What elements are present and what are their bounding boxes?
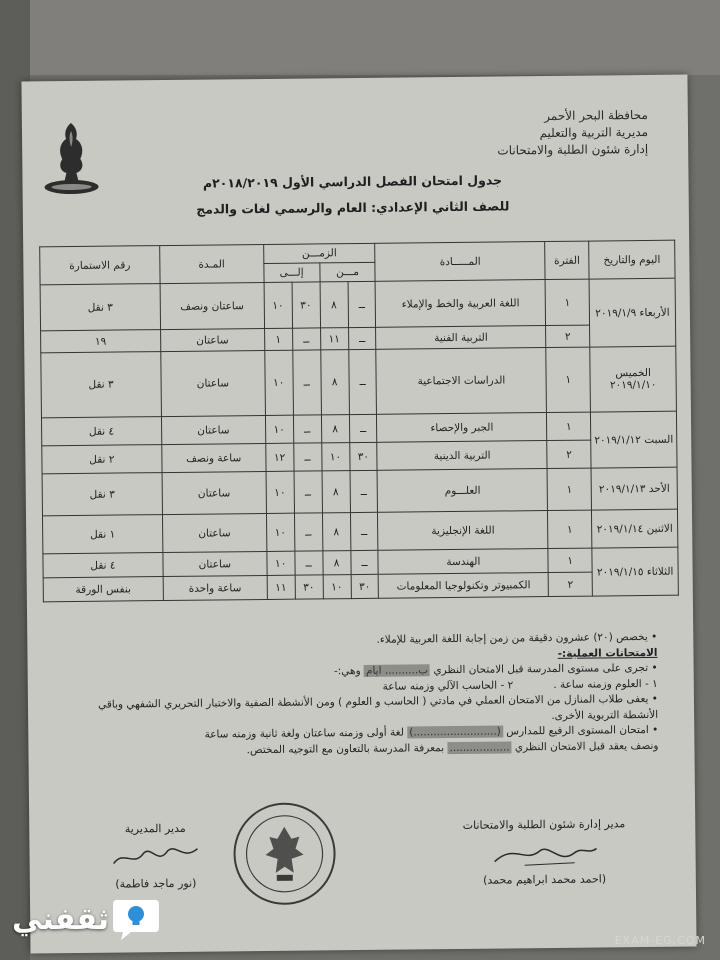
cell-to-hour: ١ xyxy=(264,328,292,350)
cell-to-minutes: ــ xyxy=(293,415,321,443)
notes-section xyxy=(67,630,658,760)
schedule-subtitle: للصف الثاني الإعدادي: العام والرسمي لغات والدمج xyxy=(196,198,510,217)
cell-subject: الدراسات الاجتماعية xyxy=(376,348,546,415)
note-practical-timing: • تجرى على مستوى المدرسة قبل الامتحان النظري ب.......... ايام وهي:- xyxy=(333,661,658,678)
cell-from-hour: ١١ xyxy=(320,328,348,350)
note-home-students: • يعفى طلاب المنازل من الامتحان العملي في مادتي ( الحاسب و العلوم ) ومن الأنشطة الصفية والاختبار التحريري الشفهي وباقي الأنشطة التربوية الأخرى. xyxy=(98,692,659,722)
cell-subject: العلـــوم xyxy=(378,469,548,513)
director-title: مدير المديرية xyxy=(124,821,186,836)
cell-to-hour: ١٠ xyxy=(266,471,294,513)
cell-form-number: ١ نقل xyxy=(43,515,163,554)
cell-period: ٢ xyxy=(548,572,592,596)
handwritten-signature xyxy=(105,837,205,878)
official-seal xyxy=(229,798,340,909)
header-from: مـــن xyxy=(319,262,375,282)
cell-from-hour: ١٠ xyxy=(321,443,349,471)
table-row xyxy=(43,509,678,554)
cell-duration: ساعتان xyxy=(161,415,265,444)
cell-duration: ساعتان ونصف xyxy=(160,282,264,329)
cell-from-minutes: ــ xyxy=(348,349,377,414)
cell-day: الخميس ٢٠١٩/١/١٠ xyxy=(590,346,677,412)
cell-day: السبت ٢٠١٩/١/١٢ xyxy=(591,411,677,468)
header-governorate: محافظة البحر الأحمر xyxy=(544,107,648,124)
cell-to-hour: ١٠ xyxy=(264,282,292,328)
cell-from-minutes: ٣٠ xyxy=(349,442,377,470)
cell-duration: ساعتان xyxy=(160,328,264,351)
header-directorate: مديرية التربية والتعليم xyxy=(539,124,649,141)
cell-from-hour: ٨ xyxy=(322,513,350,551)
cell-period: ١ xyxy=(547,412,591,440)
cell-period: ١ xyxy=(547,468,591,510)
cell-subject: التربية الفنية xyxy=(376,326,546,350)
cell-to-minutes: ــ xyxy=(294,471,322,513)
table-row xyxy=(42,467,677,516)
cell-form-number: ٣ نقل xyxy=(40,284,160,331)
cell-to-minutes: ٣٠ xyxy=(292,282,320,328)
cell-to-hour: ١٠ xyxy=(265,415,293,443)
cell-form-number: ٢ نقل xyxy=(42,445,162,474)
header-time: الزمـــن xyxy=(263,243,375,263)
highlighted-blank: (.........................) xyxy=(409,725,501,739)
header-department: إدارة شئون الطلبة والامتحانات xyxy=(497,141,649,158)
cell-period: ١ xyxy=(545,279,589,325)
note-advanced-text: امتحان المستوى الرفيع للمدارس xyxy=(506,723,649,738)
cell-from-hour: ١٠ xyxy=(323,575,351,599)
header-form-number: رقم الاستمارة xyxy=(40,246,160,285)
cell-from-hour: ٨ xyxy=(322,551,350,575)
note-practical-text: تجرى على مستوى المدرسة قبل الامتحان النظري xyxy=(433,661,649,677)
note-science: ١ - العلوم وزمنه ساعة . xyxy=(553,677,658,691)
note-dictation: • يخصص (٢٠) عشرون دقيقة من زمن إجابة اللغة العربية للإملاء. xyxy=(376,630,658,646)
cell-to-hour: ١٢ xyxy=(265,443,293,471)
signature-block-left xyxy=(105,822,206,891)
cell-day: الأربعاء ٢٠١٩/١/٩ xyxy=(589,278,676,347)
cell-duration: ساعتان xyxy=(163,551,267,576)
cell-day: الأحد ٢٠١٩/١/١٣ xyxy=(591,467,677,510)
header-duration: المـدة xyxy=(160,244,264,283)
director-name: (نور ماجد فاطمة) xyxy=(115,876,197,891)
highlighted-blank: .................. xyxy=(449,740,510,754)
cell-form-number: ٤ نقل xyxy=(43,553,163,578)
cell-from-hour: ٨ xyxy=(321,415,349,443)
lightbulb-chat-icon xyxy=(109,892,163,946)
cell-form-number: بنفس الورقة xyxy=(43,577,163,602)
cell-to-minutes: ــ xyxy=(292,350,321,415)
cell-subject: الكمبيوتر وتكنولوجيا المعلومات xyxy=(379,573,549,599)
table-row xyxy=(41,346,677,418)
cell-subject: الهندسة xyxy=(378,549,548,575)
note-advanced-text-3: ونصف يعقد قبل الامتحان النظري xyxy=(514,739,659,753)
header-day-date: اليوم والتاريخ xyxy=(589,240,675,279)
exam-schedule-table xyxy=(39,240,679,603)
brand-watermark xyxy=(6,892,163,946)
issuer-header xyxy=(497,107,648,160)
cell-period: ٢ xyxy=(547,440,591,468)
cell-form-number: ٣ نقل xyxy=(41,352,162,418)
cell-period: ١ xyxy=(548,510,592,548)
cell-subject: التربية الدينية xyxy=(377,441,547,471)
cell-to-minutes: ــ xyxy=(295,551,323,575)
signatory-name: (احمد محمد ابراهيم محمد) xyxy=(483,872,607,887)
note-home-students-text: يعفى طلاب المنازل من الامتحان العملي في مادتي ( الحاسب و العلوم ) ومن الأنشطة الصفية والاختبار التحريري الشفهي وباقي الأنشطة التربوية الأخرى. xyxy=(98,692,659,722)
brand-name: ثقفني xyxy=(12,901,110,937)
cell-to-minutes: ٣٠ xyxy=(295,575,323,599)
cell-to-hour: ١١ xyxy=(267,575,295,599)
header-to: إلـــى xyxy=(264,263,320,283)
cell-day: الثلاثاء ٢٠١٩/١/١٥ xyxy=(592,547,678,596)
cell-duration: ساعتان xyxy=(162,513,266,552)
cell-to-minutes: ــ xyxy=(293,443,321,471)
cell-period: ١ xyxy=(546,347,591,412)
cell-from-minutes: ــ xyxy=(350,470,378,512)
cell-from-hour: ٨ xyxy=(322,471,350,513)
note-advanced-text-2: لغة أولى وزمنه ساعتان ولغة ثانية وزمنه ساعة xyxy=(204,726,404,741)
document-page xyxy=(21,75,696,954)
cell-to-hour: ١٠ xyxy=(266,513,294,551)
background-top xyxy=(0,0,720,75)
practical-exams-title-text: الامتحانات العملية:- xyxy=(557,646,658,660)
cell-subject: اللغة العربية والخط والإملاء xyxy=(376,280,546,328)
cell-from-hour: ٨ xyxy=(320,350,349,415)
cell-from-minutes: ــ xyxy=(348,281,376,327)
table-row xyxy=(40,278,675,331)
cell-form-number: ٤ نقل xyxy=(41,417,161,446)
cell-from-minutes: ــ xyxy=(348,327,376,349)
note-dictation-text: يخصص (٢٠) عشرون دقيقة من زمن إجابة اللغة العربية للإملاء. xyxy=(376,630,648,646)
note-advanced-level: • امتحان المستوى الرفيع للمدارس (.........................) لغة أولى وزمنه ساعتان ولغة ثانية وزمنه ساعة xyxy=(204,723,659,741)
cell-from-minutes: ــ xyxy=(350,512,378,550)
ministry-logo xyxy=(40,117,103,198)
signature-block-right xyxy=(463,817,626,887)
cell-duration: ساعة واحدة xyxy=(163,575,267,600)
note-advanced-text-4: بمعرفة المدرسة بالتعاون مع التوجيه المختص. xyxy=(246,741,445,756)
cell-from-hour: ٨ xyxy=(320,282,348,328)
note-practical-text-end: وهي:- xyxy=(333,664,361,678)
cell-to-hour: ١٠ xyxy=(264,350,293,415)
cell-form-number: ١٩ xyxy=(41,330,161,353)
cell-subject: الجبر والإحصاء xyxy=(377,413,547,443)
cell-day: الاثنين ٢٠١٩/١/١٤ xyxy=(592,509,678,548)
cell-to-minutes: ــ xyxy=(294,513,322,551)
header-subject: المـــــادة xyxy=(375,242,545,282)
cell-from-minutes: ٣٠ xyxy=(351,574,379,598)
cell-subject: اللغة الإنجليزية xyxy=(378,511,548,551)
cell-form-number: ٣ نقل xyxy=(42,473,162,516)
schedule-title: جدول امتحان الفصل الدراسي الأول ٢٠١٨/٢٠١٩م xyxy=(202,172,503,191)
cell-period: ١ xyxy=(548,548,592,572)
cell-to-minutes: ــ xyxy=(292,328,320,350)
cell-duration: ساعتان xyxy=(162,471,266,514)
header-period: الفترة xyxy=(545,241,589,279)
signatory-title: مدير إدارة شئون الطلبة والامتحانات xyxy=(462,817,626,832)
cell-from-minutes: ــ xyxy=(349,414,377,442)
cell-from-minutes: ــ xyxy=(350,550,378,574)
cell-duration: ساعتان xyxy=(161,350,265,416)
cell-period: ٢ xyxy=(546,325,590,347)
cell-to-hour: ١٠ xyxy=(267,551,295,575)
note-computer: ٢ - الحاسب الآلي وزمنه ساعة xyxy=(382,678,514,693)
site-watermark: EXAM-EG.COM xyxy=(614,934,706,947)
cell-duration: ساعة ونصف xyxy=(162,443,266,472)
highlighted-blank: ب.......... ايام xyxy=(365,664,429,677)
handwritten-signature xyxy=(484,832,604,873)
